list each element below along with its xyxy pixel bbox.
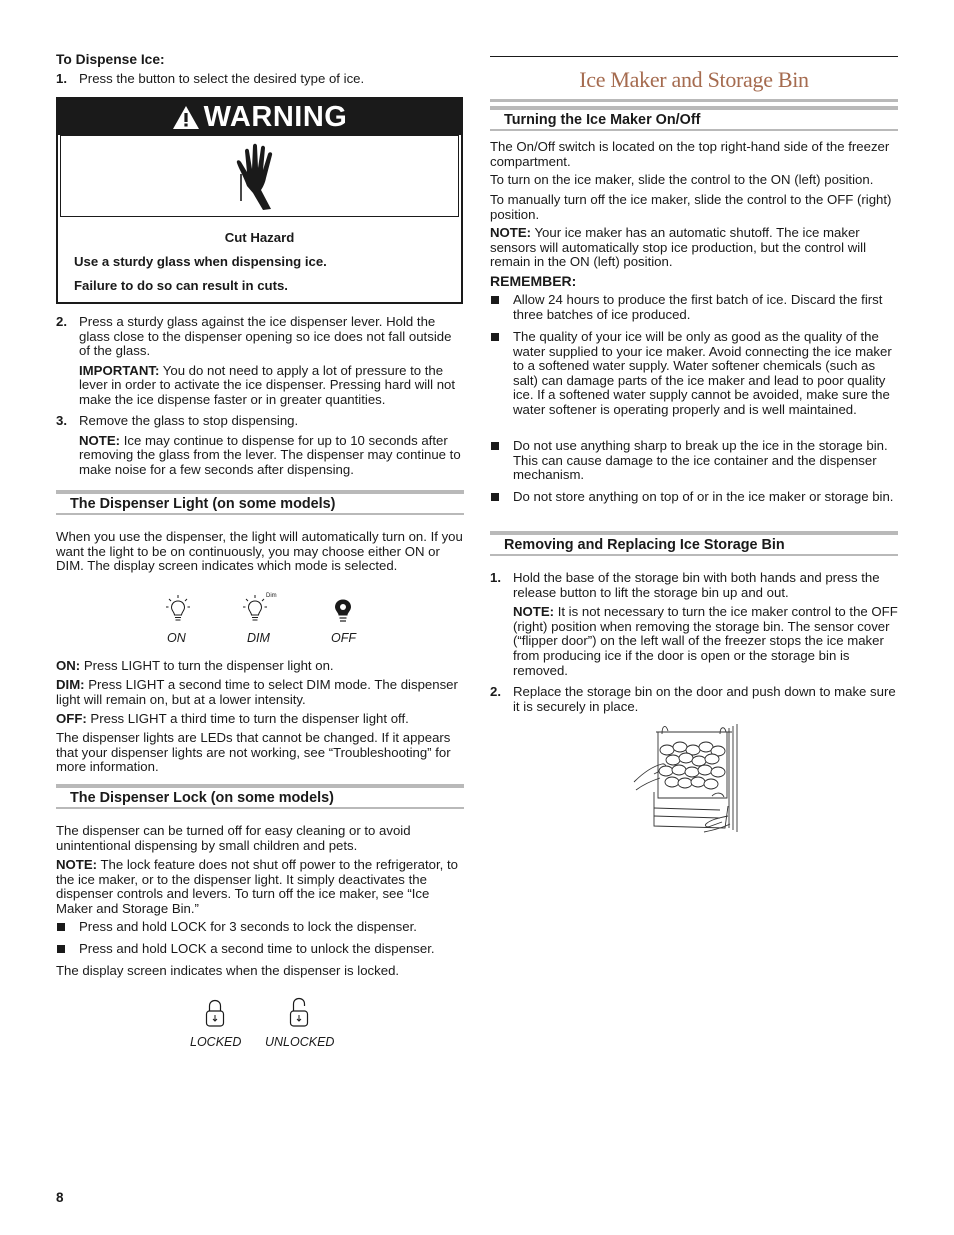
desc-label: OFF: bbox=[56, 711, 87, 726]
light-dim-desc bbox=[56, 678, 464, 707]
page-number: 8 bbox=[56, 1190, 64, 1205]
light-label-on: ON bbox=[167, 631, 186, 645]
desc-label: ON: bbox=[56, 658, 81, 673]
warning-title: WARNING bbox=[203, 100, 348, 133]
onoff-paragraph-2: To turn on the ice maker, slide the control to the ON (left) position. bbox=[490, 172, 874, 187]
lock-open-icon bbox=[289, 997, 309, 1029]
desc-text: Press LIGHT to turn the dispenser light on. bbox=[80, 658, 334, 673]
note-text: Ice may continue to dispense for up to 10 seconds after removing the glass from the lever. The dispenser may continue to make noise for a few seconds after dispensing. bbox=[79, 432, 461, 477]
step-text: Hold the base of the storage bin with both hands and press the release button to lift the storage bin up and out. bbox=[513, 570, 880, 600]
desc-text: Press LIGHT a third time to turn the dispenser light off. bbox=[86, 711, 409, 726]
lock-label-locked: LOCKED bbox=[190, 1035, 242, 1049]
note-text: Your ice maker has an automatic shutoff. The ice maker sensors will automatically stop ice production, but the control will remain in the ON (left) position. bbox=[490, 225, 867, 270]
step-number: 1. bbox=[56, 71, 67, 86]
step-number: 2. bbox=[56, 314, 67, 329]
dispense-step-1 bbox=[56, 72, 464, 87]
remember-bullet bbox=[490, 293, 898, 322]
lock-note bbox=[56, 858, 464, 916]
warning-icon-panel bbox=[60, 135, 459, 217]
light-on-desc bbox=[56, 659, 464, 674]
onoff-paragraph-1: The On/Off switch is located on the top right-hand side of the freezer compartment. bbox=[490, 139, 890, 169]
bullet-text: Do not use anything sharp to break up the ice in the storage bin. This can cause damage to the ice container and the dispenser mechanism. bbox=[513, 438, 888, 483]
step-note bbox=[513, 605, 898, 678]
step-note bbox=[79, 434, 464, 478]
step-number: 3. bbox=[56, 413, 67, 428]
lock-closed-icon bbox=[205, 997, 225, 1029]
step-text: Replace the storage bin on the door and push down to make sure it is securely in place. bbox=[513, 684, 896, 714]
light-label-dim: DIM bbox=[247, 631, 270, 645]
light-led-note: The dispenser lights are LEDs that cannot be changed. If it appears that your dispenser lights are not working, see “Troubleshooting” for more information. bbox=[56, 730, 451, 775]
light-off-icon bbox=[333, 598, 353, 624]
bullet-text: Press and hold LOCK a second time to unlock the dispenser. bbox=[79, 941, 435, 956]
desc-text: Press LIGHT a second time to select DIM mode. The dispenser light will remain on, but at a lower intensity. bbox=[56, 677, 458, 707]
ice-bin-illustration bbox=[632, 720, 750, 834]
note-label: IMPORTANT: bbox=[79, 362, 160, 378]
warning-line-1: Use a sturdy glass when dispensing ice. bbox=[74, 254, 327, 269]
note-label: NOTE: bbox=[79, 432, 121, 448]
warning-triangle-icon bbox=[172, 105, 200, 130]
lock-bullet bbox=[56, 920, 464, 935]
note-text: The lock feature does not shut off power to the refrigerator, to the ice maker, or to the dispenser light. It simply deactivates the dispenser controls and levers. To turn off the ice maker, see “Ice Maker and Storage Bin.” bbox=[56, 857, 458, 916]
lock-bullet bbox=[56, 942, 464, 957]
bullet-text: Do not store anything on top of or in the ice maker or storage bin. bbox=[513, 489, 894, 504]
section-heading-storage-bin: Removing and Replacing Ice Storage Bin bbox=[490, 531, 898, 556]
section-heading-dispenser-light: The Dispenser Light (on some models) bbox=[56, 490, 464, 515]
step-text: Remove the glass to stop dispensing. bbox=[79, 413, 299, 428]
bullet-text: The quality of your ice will be only as good as the quality of the water supplied to your ice maker. Avoid connecting the ice maker to a softened water supply. Water softener chemicals (such as salt) can damage parts of the ice maker and lead to poor quality ice. If a softened water supply cannot be avoided, make sure the water softener is operating properly and is well maintained. bbox=[513, 329, 892, 417]
warning-header bbox=[58, 99, 461, 135]
dim-tag: Dim bbox=[266, 593, 277, 599]
dispense-step-3 bbox=[56, 414, 464, 477]
remember-bullet bbox=[490, 439, 898, 483]
remember-bullet bbox=[490, 330, 898, 418]
note-label: NOTE: bbox=[56, 857, 98, 872]
light-label-off: OFF bbox=[331, 631, 356, 645]
remember-label: REMEMBER: bbox=[490, 273, 577, 289]
step-text: Press the button to select the desired type of ice. bbox=[79, 71, 365, 86]
bullet-square bbox=[57, 923, 65, 931]
lock-intro: The dispenser can be turned off for easy cleaning or to avoid unintentional dispensing by small children and pets. bbox=[56, 823, 411, 853]
bullet-text: Press and hold LOCK for 3 seconds to lock the dispenser. bbox=[79, 919, 417, 934]
desc-label: DIM: bbox=[56, 677, 85, 692]
light-off-desc bbox=[56, 712, 464, 727]
lock-label-unlocked: UNLOCKED bbox=[265, 1035, 335, 1049]
light-on-icon bbox=[165, 594, 191, 624]
step-number: 1. bbox=[490, 570, 501, 585]
bullet-square bbox=[491, 442, 499, 450]
onoff-paragraph-3: To manually turn off the ice maker, slide the control to the OFF (right) position. bbox=[490, 192, 892, 222]
note-text: It is not necessary to turn the ice maker control to the OFF (right) position when removing the storage bin. The sensor cover (“flipper door”) on the left wall of the freezer stops the ice maker from producing ice if the door is open or the storage bin is removed. bbox=[513, 604, 898, 678]
warning-line-2: Failure to do so can result in cuts. bbox=[74, 278, 288, 293]
step-text: Press a sturdy glass against the ice dispenser lever. Hold the glass close to the dispenser opening so ice does not fall outside of the glass. bbox=[79, 314, 452, 359]
dispense-heading: To Dispense Ice: bbox=[56, 52, 165, 67]
page-title: Ice Maker and Storage Bin bbox=[490, 56, 898, 102]
onoff-note bbox=[490, 226, 898, 270]
warning-box bbox=[56, 97, 463, 304]
remember-bullet bbox=[490, 490, 898, 505]
cut-hand-icon bbox=[225, 141, 295, 211]
bullet-square bbox=[491, 296, 499, 304]
section-heading-ice-maker-onoff: Turning the Ice Maker On/Off bbox=[490, 106, 898, 131]
step-number: 2. bbox=[490, 684, 501, 699]
bullet-square bbox=[491, 333, 499, 341]
warning-hazard: Cut Hazard bbox=[224, 230, 295, 245]
dispense-step-2 bbox=[56, 315, 464, 408]
lock-display-note: The display screen indicates when the dispenser is locked. bbox=[56, 963, 400, 978]
bullet-square bbox=[491, 493, 499, 501]
note-label: NOTE: bbox=[490, 225, 532, 240]
bullet-text: Allow 24 hours to produce the first batch of ice. Discard the first three batches of ice produced. bbox=[513, 292, 883, 322]
bin-step-2 bbox=[490, 685, 898, 714]
light-dim-icon bbox=[242, 594, 268, 624]
step-note bbox=[79, 364, 464, 408]
bin-step-1 bbox=[490, 571, 898, 678]
note-label: NOTE: bbox=[513, 604, 555, 620]
light-intro: When you use the dispenser, the light will automatically turn on. If you want the light to be on continuously, you may choose either ON or DIM. The display screen indicates which mode is selected. bbox=[56, 529, 463, 574]
section-heading-dispenser-lock: The Dispenser Lock (on some models) bbox=[56, 784, 464, 809]
bullet-square bbox=[57, 945, 65, 953]
note-text: You do not need to apply a lot of pressure to the lever in order to activate the ice dispenser. Pressing hard will not make the ice dispense faster or in greater quantities. bbox=[79, 362, 456, 407]
